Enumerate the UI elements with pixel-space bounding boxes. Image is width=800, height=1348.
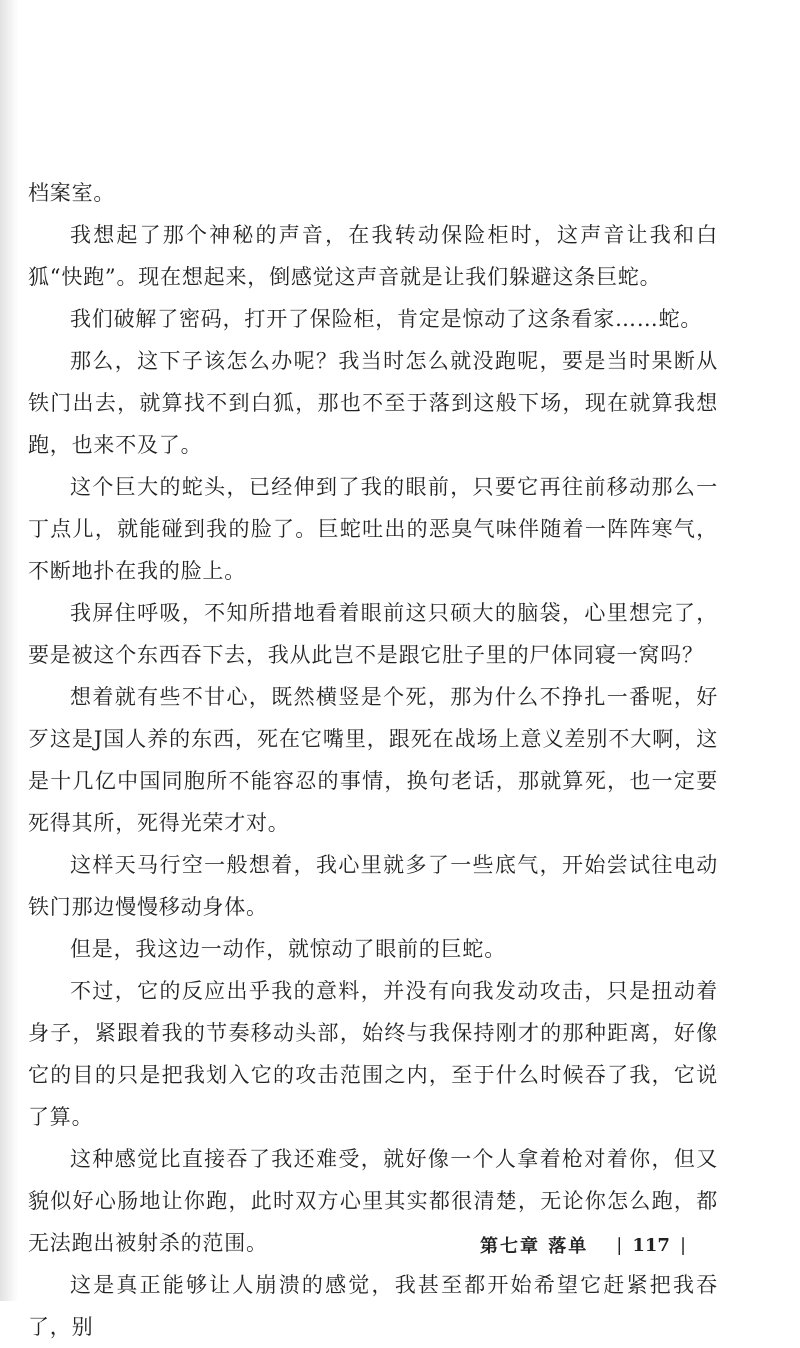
paragraph: 想着就有些不甘心，既然横竖是个死，那为什么不挣扎一番呢，好歹这是J国人养的东西，死在它嘴里，跟死在战场上意义差别不大啊，这是十几亿中国同胞所不能容忍的事情，换句老话，那就算死，也一定要死得其所，死得光荣才对。 [28,685,718,835]
paragraph: 我想起了那个神秘的声音，在我转动保险柜时，这声音让我和白狐“快跑”。现在想起来，倒感觉这声音就是让我们躲避这条巨蛇。 [28,223,718,289]
paragraph: 但是，我这边一动作，就惊动了眼前的巨蛇。 [70,937,506,961]
paragraph: 那么，这下子该怎么办呢？我当时怎么就没跑呢，要是当时果断从铁门出去，就算找不到白狐，那也不至于落到这般下场，现在就算我想跑，也来不及了。 [28,349,718,457]
paragraph: 这是真正能够让人崩溃的感觉，我甚至都开始希望它赶紧把我吞了，别 [28,1273,718,1339]
paragraph: 这个巨大的蛇头，已经伸到了我的眼前，只要它再往前移动那么一丁点儿，就能碰到我的脸了。巨蛇吐出的恶臭气味伴随着一阵阵寒气，不断地扑在我的脸上。 [28,475,718,583]
page-gutter-shadow [0,0,18,1301]
paragraph: 我们破解了密码，打开了保险柜，肯定是惊动了这条看家……蛇。 [70,307,703,331]
footer-separator: | [616,1234,623,1256]
page-footer [480,1230,720,1260]
body-text [28,172,718,1348]
chapter-title: 第七章 落单 [480,1236,589,1257]
footer-separator: | [679,1234,687,1256]
paragraph: 这样天马行空一般想着，我心里就多了一些底气，开始尝试往电动铁门那边慢慢移动身体。 [28,853,718,919]
page-number: 117 [632,1234,670,1256]
paragraph: 我屏住呼吸，不知所措地看着眼前这只硕大的脑袋，心里想完了，要是被这个东西吞下去，我从此岂不是跟它肚子里的尸体同寝一窝吗？ [28,601,718,667]
paragraph: 这种感觉比直接吞了我还难受，就好像一个人拿着枪对着你，但又貌似好心肠地让你跑，此时双方心里其实都很清楚，无论你怎么跑，都无法跑出被射杀的范围。 [28,1147,718,1255]
paragraph: 档案室。 [28,181,116,205]
paragraph: 不过，它的反应出乎我的意料，并没有向我发动攻击，只是扭动着身子，紧跟着我的节奏移动头部，始终与我保持刚才的那种距离，好像它的目的只是把我划入它的攻击范围之内，至于什么时候吞了我，它说了算。 [28,979,718,1129]
